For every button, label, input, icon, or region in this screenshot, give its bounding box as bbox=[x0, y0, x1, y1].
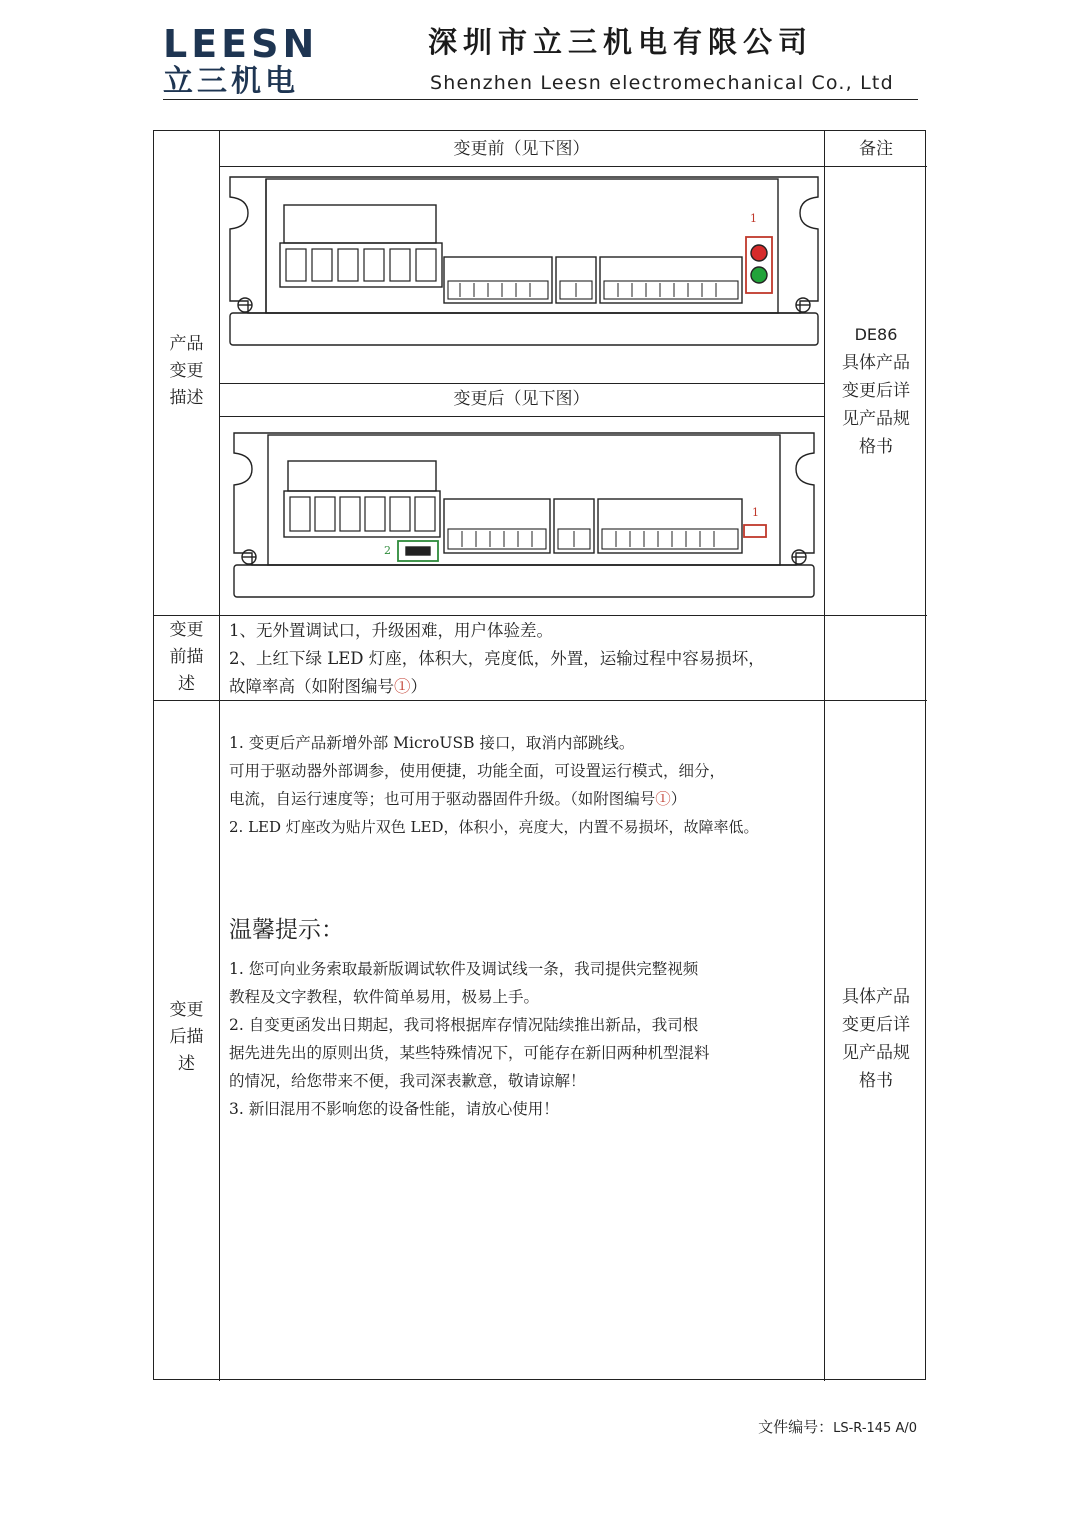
company-logo bbox=[163, 22, 369, 99]
company-name-en: Shenzhen Leesn electromechanical Co., Ltd bbox=[430, 72, 894, 94]
tips-list: 1. 您可向业务索取最新版调试软件及调试线一条，我司提供完整视频 教程及文字教程，软件简单易用，极易上手。 2. 自变更函发出日期起，我司将根据库存情况陆续推出新品，我司根 据先进先出的原则出货，某些特殊情况下，可能存在新旧两种机型混料 的情况，给您带来不便，我司深表歉意，敬请谅解！ 3. 新旧混用不影响您的设备性能，请放心使用！ bbox=[229, 960, 710, 1118]
header-divider bbox=[163, 99, 918, 100]
change-notice-table bbox=[153, 130, 926, 1380]
note-header: 备注 bbox=[859, 139, 893, 159]
after-caption: 变更后（见下图） bbox=[453, 389, 590, 409]
grid-vline-1 bbox=[219, 131, 220, 1381]
row3-note: 具体产品 变更后详 见产品规 格书 bbox=[842, 987, 910, 1091]
grid-hline-row1 bbox=[154, 615, 927, 616]
after-marker-usb: 2 bbox=[384, 544, 391, 557]
grid-hline-before-img bbox=[219, 383, 825, 384]
row2-label: 变更 前描 述 bbox=[169, 620, 204, 694]
device-after-drawing bbox=[232, 429, 816, 601]
company-name-cn: 深圳市立三机电有限公司 bbox=[428, 25, 814, 59]
logo-subtext: 立三机电 bbox=[163, 64, 299, 99]
before-marker: 1 bbox=[750, 212, 757, 225]
device-before-drawing bbox=[228, 173, 820, 349]
document-number: 文件编号：LS-R-145 A/0 bbox=[758, 1418, 917, 1436]
after-marker-led: 1 bbox=[752, 506, 759, 519]
logo-wordmark: LEESN bbox=[163, 22, 319, 66]
row3-description: 1. 变更后产品新增外部 MicroUSB 接口，取消内部跳线。 可用于驱动器外部调参，使用便捷，功能全面，可设置运行模式，细分， 电流，自运行速度等；也可用于驱动器固件升级。（如附图编号①） 2. LED 灯座改为贴片双色 LED，体积小，亮度大，内置不易损坏，故障率低。 bbox=[229, 734, 759, 836]
grid-hline-after-caption bbox=[219, 416, 825, 417]
row1-note: DE86 具体产品 变更后详 见产品规 格书 bbox=[842, 325, 910, 457]
row3-label: 变更 后描 述 bbox=[169, 1000, 204, 1074]
grid-hline-header bbox=[219, 166, 927, 167]
row1-label: 产品 变更 描述 bbox=[169, 334, 204, 408]
row2-description: 1、无外置调试口，升级困难，用户体验差。 2、上红下绿 LED 灯座，体积大，亮度低，外置，运输过程中容易损坏， 故障率高（如附图编号①） bbox=[229, 621, 765, 696]
before-caption: 变更前（见下图） bbox=[453, 139, 590, 159]
tips-title: 温馨提示： bbox=[229, 917, 344, 943]
